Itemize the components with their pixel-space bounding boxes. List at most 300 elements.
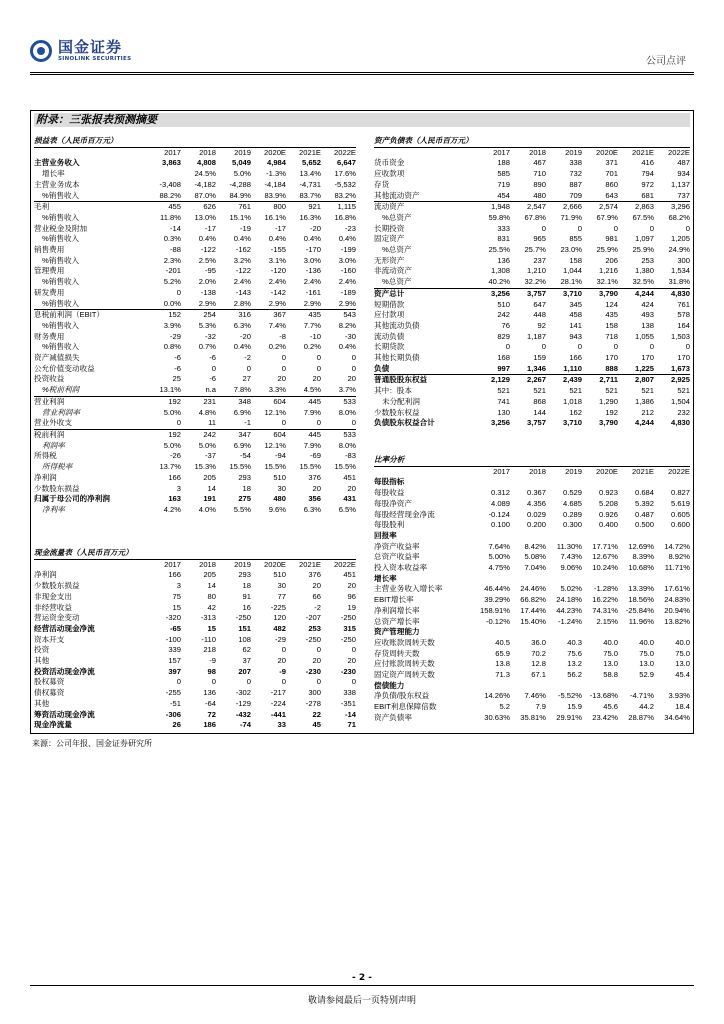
- cell-value: 921: [286, 202, 321, 213]
- cell-value: 345: [569, 299, 582, 309]
- cell-value: 231: [181, 396, 216, 407]
- cell-value: 212: [641, 407, 654, 417]
- balance-sheet-row: [374, 202, 690, 213]
- cell-value: 487: [677, 158, 690, 168]
- income-statement-row: [34, 385, 356, 396]
- cell-value: 1,055: [634, 331, 654, 341]
- balance-sheet-row: [374, 256, 690, 267]
- cell-value: 71: [347, 720, 356, 730]
- row-label: %总资产: [382, 277, 412, 287]
- income-statement-row: [34, 234, 356, 245]
- cell-value: 6.5%: [338, 504, 356, 514]
- cell-value: 0: [351, 677, 356, 687]
- cell-value: 15.5%: [334, 462, 356, 472]
- cell-value: 83.2%: [334, 190, 356, 200]
- cell-value: 192: [605, 407, 618, 417]
- cell-value: 448: [533, 310, 546, 320]
- cell-value: -120: [270, 266, 286, 276]
- cell-value: [582, 477, 618, 488]
- row-label: %销售收入: [42, 277, 80, 287]
- cell-value: -25.84%: [625, 605, 654, 615]
- cell-value: 40.3: [567, 637, 582, 647]
- cell-value: [654, 574, 690, 585]
- cell-value: 3,790: [598, 418, 618, 428]
- cell-value: 151: [238, 623, 251, 633]
- balance-sheet-row: [374, 321, 690, 332]
- row-label: 每股指标: [374, 477, 405, 487]
- row-label: 固定资产: [374, 234, 405, 244]
- cell-value: 20: [347, 581, 356, 591]
- cell-value: 997: [497, 363, 510, 373]
- cell-value: 66.82%: [520, 595, 546, 605]
- ratio-analysis-year-header: [374, 466, 690, 477]
- row-label: 其他: [34, 656, 50, 666]
- cash-flow-row: [34, 635, 356, 646]
- cell-value: 0: [316, 418, 321, 428]
- cell-value: 0.529: [562, 488, 582, 498]
- year-label: 2018: [529, 147, 546, 157]
- cell-value: 62: [242, 645, 251, 655]
- row-label: 公允价值变动收益: [34, 363, 95, 373]
- cell-value: 794: [641, 169, 654, 179]
- row-label: 资本开支: [34, 634, 65, 644]
- ratio-analysis-row: [374, 531, 690, 542]
- cell-value: 8.0%: [338, 440, 356, 450]
- cell-value: 0: [316, 645, 321, 655]
- balance-sheet-row: [374, 300, 690, 311]
- ratio-analysis-row: [374, 691, 690, 702]
- cell-value: 30.63%: [484, 712, 510, 722]
- cell-value: 0.029: [526, 509, 546, 519]
- cell-value: 578: [677, 310, 690, 320]
- cell-value: 31.8%: [668, 277, 690, 287]
- cell-value: [654, 531, 690, 542]
- cell-value: -5.52%: [557, 691, 582, 701]
- cell-value: 72: [207, 709, 216, 719]
- ratio-analysis-row: [374, 617, 690, 628]
- cell-value: 11.30%: [556, 541, 582, 551]
- cell-value: -4,182: [194, 179, 216, 189]
- cell-value: -138: [200, 287, 216, 297]
- cell-value: -69: [310, 451, 321, 461]
- income-statement-row: [34, 245, 356, 256]
- year-label: 2021E: [632, 466, 654, 476]
- cell-value: -95: [205, 266, 216, 276]
- cell-value: 0.289: [562, 509, 582, 519]
- cell-value: 23.42%: [592, 712, 618, 722]
- cell-value: 166: [168, 472, 181, 482]
- income-statement-row: [34, 169, 356, 180]
- cell-value: 17.44%: [520, 605, 546, 615]
- cell-value: 701: [605, 169, 618, 179]
- cell-value: 16.8%: [334, 212, 356, 222]
- cell-value: n.a: [205, 385, 216, 395]
- income-statement-row: [34, 191, 356, 202]
- cell-value: 24.46%: [520, 584, 546, 594]
- row-label: 应收款项: [374, 169, 405, 179]
- cell-value: -74: [240, 720, 251, 730]
- cell-value: 316: [216, 310, 251, 321]
- row-label: 非经营收益: [34, 602, 72, 612]
- cell-value: -142: [270, 287, 286, 297]
- logo-icon: [30, 40, 52, 62]
- cell-value: 5.08%: [524, 552, 546, 562]
- cell-value: 36.0: [531, 637, 546, 647]
- cell-value: 543: [321, 310, 356, 321]
- cell-value: 1,044: [562, 266, 582, 276]
- cell-value: 1,210: [526, 266, 546, 276]
- balance-sheet-row: [374, 191, 690, 202]
- cell-value: 0.367: [526, 488, 546, 498]
- row-label: %销售收入: [42, 234, 80, 244]
- cell-value: 934: [677, 169, 690, 179]
- cell-value: -51: [170, 698, 181, 708]
- cell-value: -64: [205, 698, 216, 708]
- cell-value: -6: [209, 353, 216, 363]
- row-label: 流动资产: [374, 202, 474, 213]
- income-statement-title: 损益表（人民币百万元）: [34, 136, 356, 147]
- cell-value: 0.2%: [303, 342, 321, 352]
- cell-value: 6.3%: [303, 504, 321, 514]
- cell-value: 40.2%: [488, 277, 510, 287]
- cell-value: 25: [172, 374, 181, 384]
- cell-value: 3: [176, 581, 181, 591]
- cell-value: 16.3%: [299, 212, 321, 222]
- cell-value: 2.5%: [198, 255, 216, 265]
- cell-value: -20: [240, 331, 251, 341]
- cell-value: 6,647: [336, 158, 356, 168]
- cell-value: -230: [340, 666, 356, 676]
- income-statement-row: [34, 256, 356, 267]
- row-label: 回报率: [374, 530, 397, 540]
- cell-value: 737: [677, 190, 690, 200]
- ratio-analysis-row: [374, 552, 690, 563]
- cell-value: 3,710: [562, 418, 582, 428]
- cell-value: 25.9%: [596, 245, 618, 255]
- cell-value: 7.04%: [524, 563, 546, 573]
- cell-value: 11.96%: [628, 616, 654, 626]
- cell-value: 20: [312, 374, 321, 384]
- cell-value: 2,807: [618, 375, 654, 386]
- cell-value: 339: [168, 645, 181, 655]
- cell-value: 7.8%: [233, 385, 251, 395]
- cell-value: 888: [605, 363, 618, 373]
- cell-value: 83.7%: [299, 190, 321, 200]
- cell-value: 4.089: [490, 498, 510, 508]
- cell-value: 8.39%: [632, 552, 654, 562]
- cell-value: 4.5%: [303, 385, 321, 395]
- cell-value: 890: [533, 179, 546, 189]
- cell-value: 20: [312, 483, 321, 493]
- cell-value: 13.0: [675, 659, 690, 669]
- cell-value: 15.5%: [229, 462, 251, 472]
- cell-value: 30: [277, 581, 286, 591]
- cell-value: -230: [305, 666, 321, 676]
- cell-value: 451: [343, 472, 356, 482]
- cell-value: 681: [641, 190, 654, 200]
- cell-value: 533: [321, 396, 356, 407]
- cell-value: -0.12%: [485, 616, 510, 626]
- row-label: %总资产: [382, 245, 412, 255]
- cell-value: 0: [316, 677, 321, 687]
- cell-value: 0: [505, 342, 510, 352]
- cell-value: 24.18%: [556, 595, 582, 605]
- row-label: 净利润增长率: [374, 605, 420, 615]
- cell-value: 4,984: [266, 158, 286, 168]
- cell-value: -110: [201, 634, 216, 644]
- cell-value: 253: [641, 255, 654, 265]
- cell-value: 15: [207, 623, 216, 633]
- cell-value: 0: [316, 353, 321, 363]
- cell-value: 20: [347, 374, 356, 384]
- cell-value: 24.83%: [664, 595, 690, 605]
- balance-sheet-row: [374, 245, 690, 256]
- cell-value: 416: [641, 158, 654, 168]
- year-label: 2018: [199, 559, 216, 569]
- balance-sheet-row: [374, 310, 690, 321]
- cell-value: 0.4%: [338, 342, 356, 352]
- cell-value: 6.3%: [233, 320, 251, 330]
- cell-value: 5.5%: [233, 504, 251, 514]
- cell-value: 2,267: [510, 375, 546, 386]
- cell-value: 71.9%: [560, 212, 582, 222]
- cell-value: [582, 681, 618, 692]
- cell-value: -250: [340, 613, 356, 623]
- cell-value: 2,666: [546, 202, 582, 213]
- cell-value: 943: [569, 331, 582, 341]
- cell-value: 24.9%: [668, 245, 690, 255]
- cell-value: 0: [176, 418, 181, 428]
- cell-value: 1,110: [563, 363, 582, 373]
- cell-value: 75.6: [567, 648, 582, 658]
- cell-value: 4,830: [670, 418, 690, 428]
- cell-value: 242: [497, 310, 510, 320]
- section-title: 附录：三张报表预测摘要: [34, 113, 690, 127]
- year-label: 2022E: [668, 466, 690, 476]
- cell-value: 242: [181, 429, 216, 440]
- cell-value: 1,205: [670, 234, 690, 244]
- cell-value: 965: [533, 234, 546, 244]
- cell-value: 166: [569, 353, 582, 363]
- cell-value: 1,137: [670, 179, 690, 189]
- cell-value: 338: [343, 688, 356, 698]
- row-label: 长期贷款: [374, 342, 405, 352]
- cell-value: 0: [176, 677, 181, 687]
- cell-value: 482: [273, 623, 286, 633]
- document-type: 公司点评: [646, 56, 686, 67]
- cell-value: 0: [613, 342, 618, 352]
- cell-value: 718: [605, 331, 618, 341]
- cell-value: 4,244: [618, 288, 654, 299]
- cell-value: [146, 169, 181, 180]
- cell-value: 761: [216, 202, 251, 213]
- cell-value: 521: [677, 386, 690, 396]
- cell-value: [474, 531, 510, 542]
- cell-value: 2,547: [510, 202, 546, 213]
- cell-value: 66: [312, 591, 321, 601]
- cell-value: [582, 627, 618, 638]
- cell-value: 166: [168, 570, 181, 580]
- ratio-analysis-row: [374, 510, 690, 521]
- cell-value: 348: [216, 396, 251, 407]
- cell-value: 3.0%: [338, 255, 356, 265]
- cell-value: 5.2: [499, 702, 510, 712]
- year-label: 2022E: [334, 559, 356, 569]
- income-statement-row: [34, 494, 356, 505]
- cell-value: 0.100: [490, 520, 510, 530]
- cell-value: 0.605: [670, 509, 690, 519]
- year-label: 2019: [234, 559, 251, 569]
- cell-value: -29: [170, 331, 181, 341]
- cell-value: 1,948: [474, 202, 510, 213]
- row-label: 存货: [374, 179, 390, 189]
- cell-value: -19: [240, 223, 251, 233]
- cell-value: 80: [207, 591, 216, 601]
- year-label: 2020E: [264, 147, 286, 157]
- cell-value: 13.2: [567, 659, 582, 669]
- row-label: %销售收入: [42, 255, 80, 265]
- cell-value: 35.81%: [520, 712, 546, 722]
- row-label: 短期借款: [374, 299, 405, 309]
- cell-value: 170: [641, 353, 654, 363]
- cell-value: 5.0%: [163, 440, 181, 450]
- cell-value: -1.3%: [266, 169, 286, 179]
- income-statement-row: [34, 505, 356, 516]
- cash-flow-row: [34, 603, 356, 614]
- cell-value: 170: [677, 353, 690, 363]
- cell-value: 162: [569, 407, 582, 417]
- cell-value: -160: [340, 266, 356, 276]
- cell-value: 205: [203, 472, 216, 482]
- cell-value: 493: [641, 310, 654, 320]
- cell-value: 1,503: [670, 331, 690, 341]
- cell-value: 18: [242, 483, 251, 493]
- cell-value: 455: [146, 202, 181, 213]
- cell-value: -23: [345, 223, 356, 233]
- cell-value: -161: [305, 287, 321, 297]
- cell-value: [546, 681, 582, 692]
- year-label: 2022E: [334, 147, 356, 157]
- balance-sheet-title: 资产负债表（人民币百万元）: [374, 136, 690, 147]
- ratio-analysis-row: [374, 563, 690, 574]
- cell-value: 4.0%: [198, 504, 216, 514]
- row-label: 应付账款周转天数: [374, 659, 435, 669]
- cell-value: 3,256: [490, 418, 510, 428]
- cell-value: -17: [205, 223, 216, 233]
- cell-value: 1,380: [634, 266, 654, 276]
- cell-value: 40.0: [675, 637, 690, 647]
- cell-value: 191: [203, 494, 216, 504]
- cell-value: 4,830: [654, 288, 690, 299]
- row-label: 无形资产: [374, 255, 405, 265]
- cell-value: 445: [286, 429, 321, 440]
- income-statement-row: [34, 408, 356, 419]
- cell-value: 710: [533, 169, 546, 179]
- cell-value: 59.8%: [488, 212, 510, 222]
- income-statement-row: [34, 484, 356, 495]
- row-label: %销售收入: [42, 320, 80, 330]
- cell-value: 0.8%: [163, 342, 181, 352]
- cell-value: 0: [685, 223, 690, 233]
- cell-value: 12.1%: [264, 440, 286, 450]
- cell-value: 46.44%: [484, 584, 510, 594]
- row-label: 投资活动现金净流: [34, 666, 95, 676]
- row-label: 普通股股东权益: [374, 375, 474, 386]
- year-label: 2018: [199, 147, 216, 157]
- cell-value: 972: [641, 179, 654, 189]
- balance-sheet-row: [374, 213, 690, 224]
- year-label: 2020E: [264, 559, 286, 569]
- cell-value: 13.0: [603, 659, 618, 669]
- cell-value: [582, 574, 618, 585]
- cell-value: 96: [347, 591, 356, 601]
- income-statement-row: [34, 288, 356, 299]
- cell-value: [618, 627, 654, 638]
- cash-flow-row: [34, 688, 356, 699]
- row-label: 主营业务收入: [34, 158, 80, 168]
- cell-value: 347: [216, 429, 251, 440]
- cell-value: 13.0%: [194, 212, 216, 222]
- balance-sheet-row: [374, 375, 690, 386]
- cell-value: 4,244: [634, 418, 654, 428]
- cell-value: 13.82%: [664, 616, 690, 626]
- cell-value: 2.4%: [338, 277, 356, 287]
- cash-flow-year-header: [34, 559, 356, 570]
- cell-value: 192: [146, 396, 181, 407]
- cell-value: -17: [275, 223, 286, 233]
- cell-value: 2.4%: [268, 277, 286, 287]
- cell-value: 74.31%: [592, 605, 618, 615]
- year-label: 2017: [164, 559, 181, 569]
- ratio-analysis-row: [374, 477, 690, 488]
- cell-value: -2: [244, 353, 251, 363]
- cash-flow-row: [34, 699, 356, 710]
- cell-value: 0.4%: [233, 234, 251, 244]
- cell-value: -1.28%: [593, 584, 618, 594]
- cell-value: 741: [497, 396, 510, 406]
- balance-sheet-row: [374, 288, 690, 299]
- cash-flow-row: [34, 581, 356, 592]
- cell-value: 1,290: [598, 396, 618, 406]
- cell-value: 56.2: [567, 670, 582, 680]
- cash-flow-row: [34, 667, 356, 678]
- cell-value: 1,115: [321, 202, 356, 213]
- row-label: 其他流动负债: [374, 320, 420, 330]
- cell-value: 424: [641, 299, 654, 309]
- row-label: 净利润: [34, 472, 57, 482]
- cell-value: 2,711: [582, 375, 618, 386]
- cell-value: 163: [168, 494, 181, 504]
- cell-value: 643: [605, 190, 618, 200]
- cell-value: -170: [305, 245, 321, 255]
- row-label: 归属于母公司的净利润: [34, 494, 110, 504]
- cell-value: -136: [305, 266, 321, 276]
- cell-value: 3: [176, 483, 181, 493]
- income-statement-row: [34, 473, 356, 484]
- cell-value: 76: [501, 320, 510, 330]
- cell-value: 88.2%: [159, 190, 181, 200]
- cell-value: 5,049: [231, 158, 251, 168]
- cell-value: 138: [641, 320, 654, 330]
- cell-value: 0.487: [634, 509, 654, 519]
- balance-sheet-row: [374, 418, 690, 429]
- cell-value: 3,757: [526, 418, 546, 428]
- cell-value: 20: [347, 656, 356, 666]
- cell-value: 356: [308, 494, 321, 504]
- cell-value: 732: [569, 169, 582, 179]
- cell-value: 0: [246, 677, 251, 687]
- balance-sheet-row: [374, 408, 690, 419]
